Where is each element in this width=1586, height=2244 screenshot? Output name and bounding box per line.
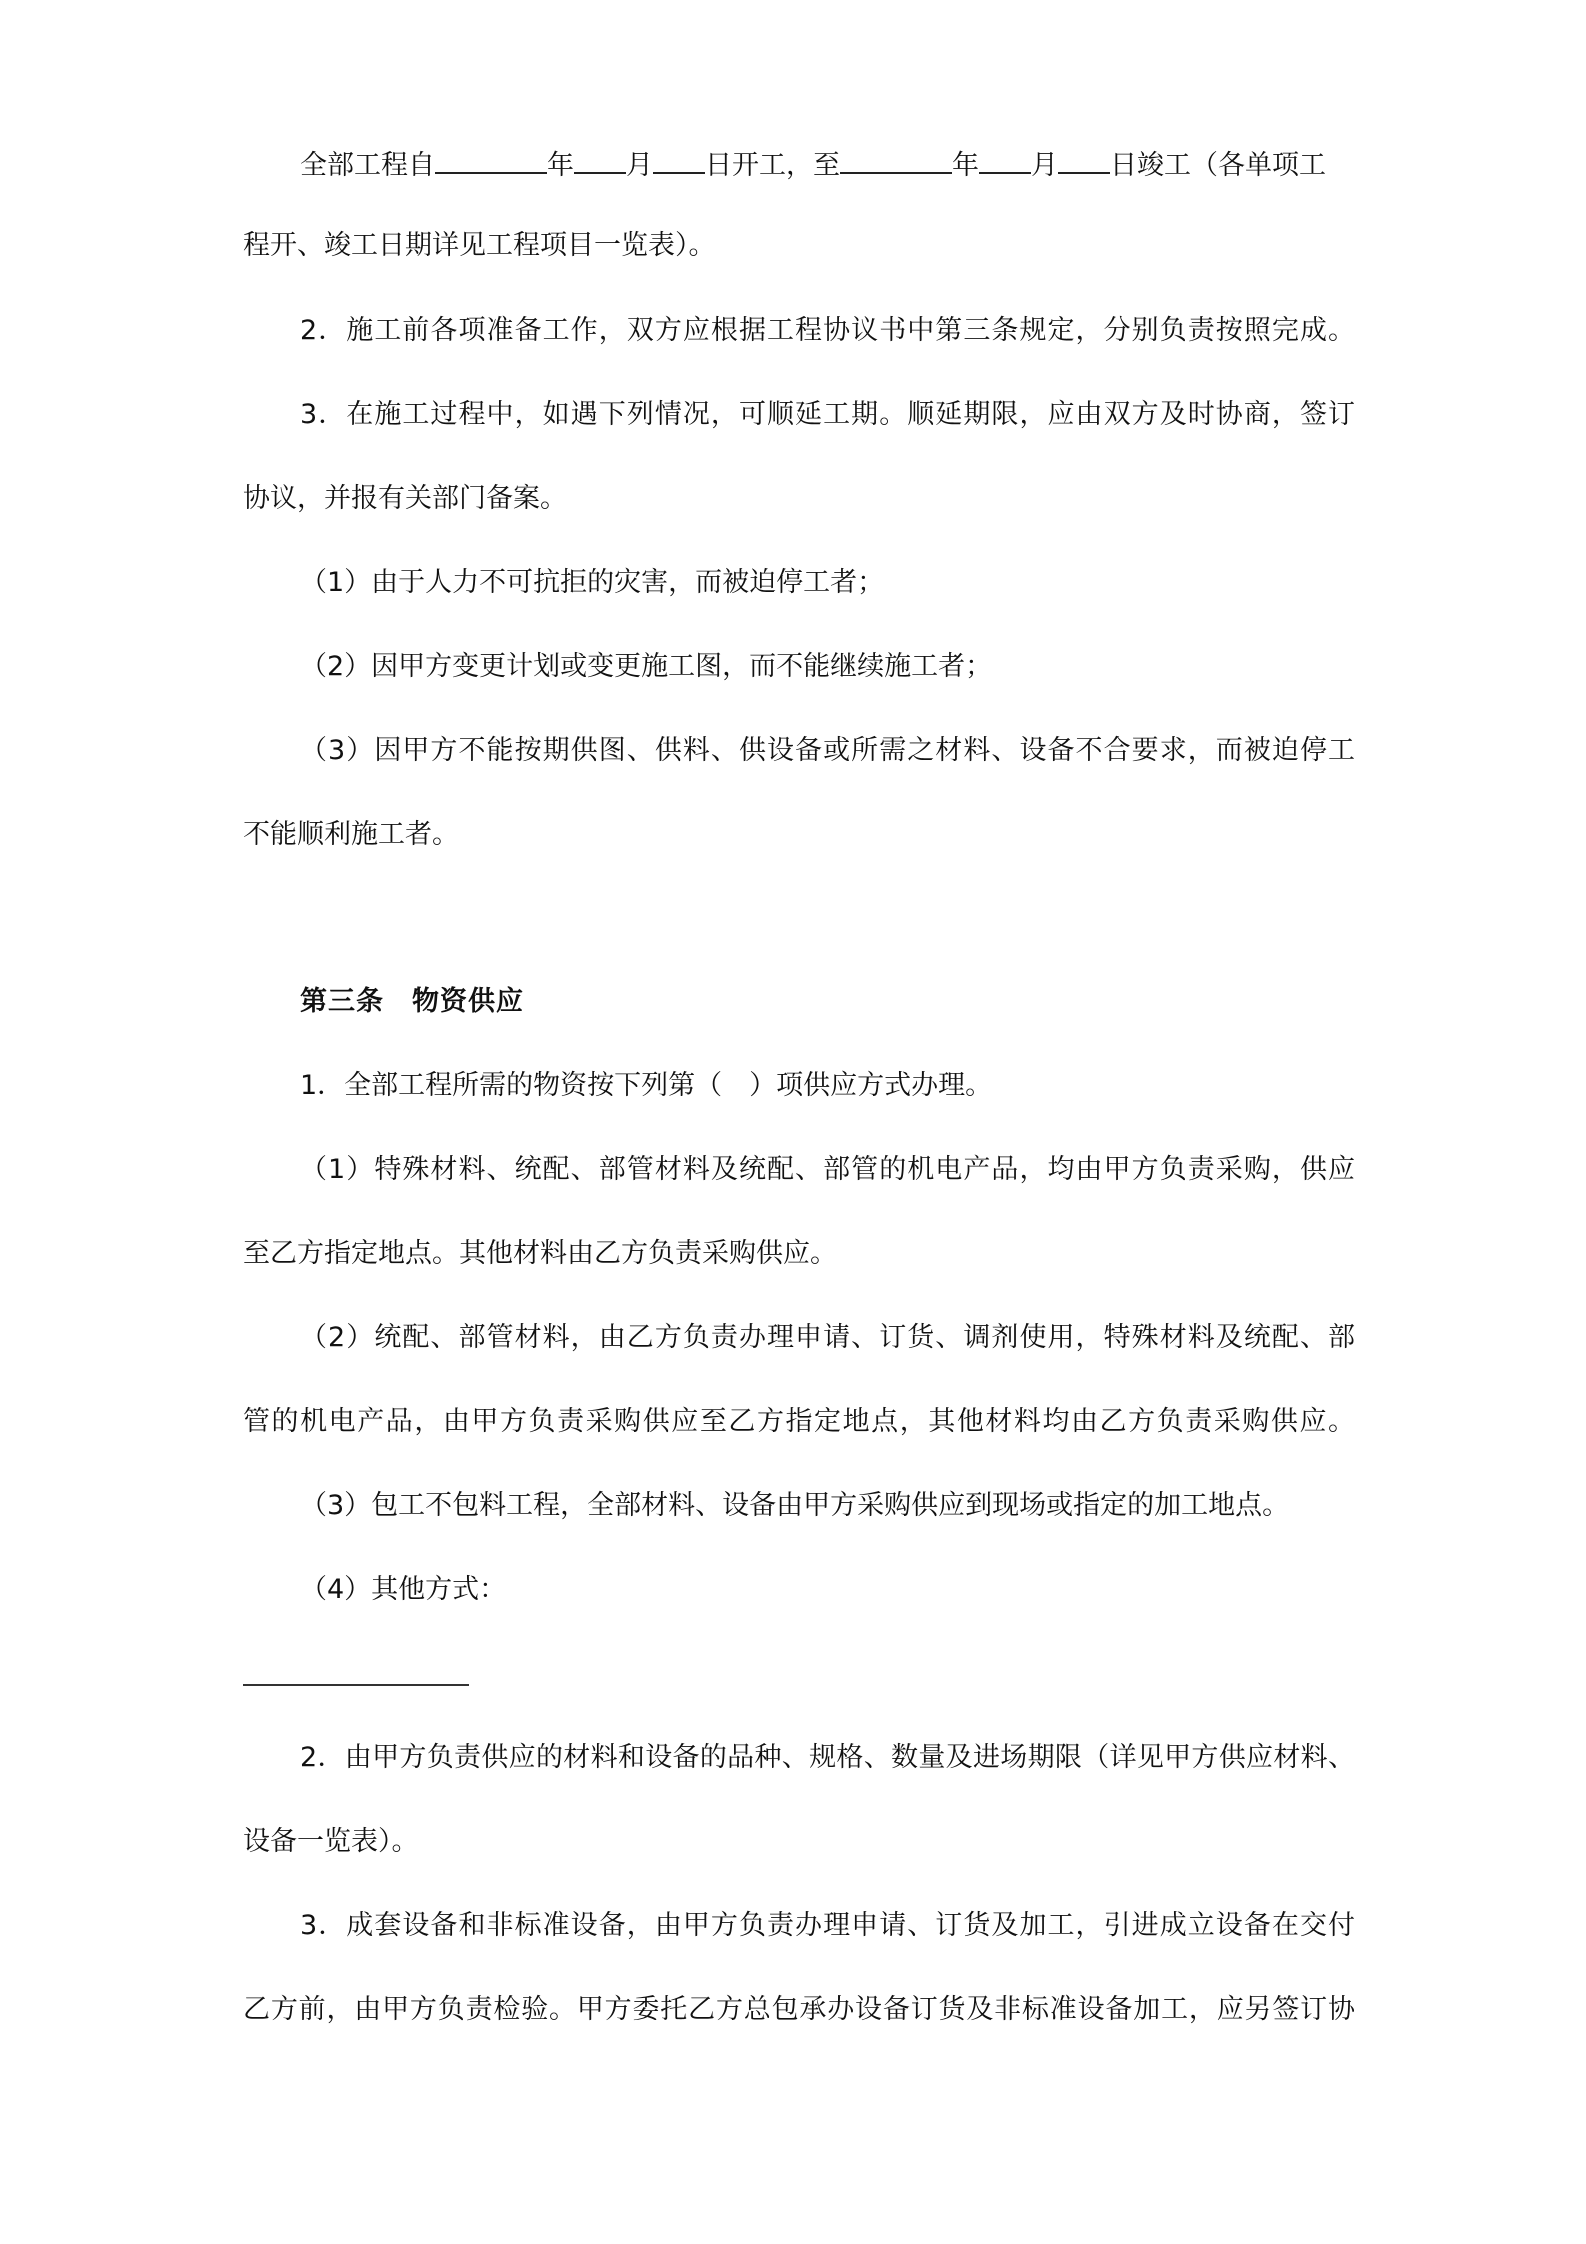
option-item: （2）统配、部管材料，由乙方负责办理申请、订货、调剂使用，特殊材料及统配、部 — [300, 1322, 1355, 1353]
blank-end-month — [979, 142, 1031, 174]
blank-start-year — [435, 142, 547, 174]
paragraph-line: 设备一览表）。 — [243, 1826, 419, 1857]
paragraph-line: 协议，并报有关部门备案。 — [243, 483, 567, 514]
condition-item: （3）因甲方不能按期供图、供料、供设备或所需之材料、设备不合要求，而被迫停工 — [300, 735, 1355, 766]
blank-end-day — [1058, 142, 1110, 174]
text-segment: 年 — [952, 150, 979, 181]
paragraph-line: 3．成套设备和非标准设备，由甲方负责办理申请、订货及加工，引进成立设备在交付 — [300, 1910, 1355, 1941]
blank-start-month — [574, 142, 626, 174]
paragraph-line: 管的机电产品，由甲方负责采购供应至乙方指定地点，其他材料均由乙方负责采购供应。 — [243, 1406, 1355, 1437]
text-segment: 日竣工（各单项工 — [1110, 150, 1326, 181]
blank-end-year — [840, 142, 952, 174]
text-segment: 月 — [1031, 150, 1058, 181]
paragraph-line: 3．在施工过程中，如遇下列情况，可顺延工期。顺延期限，应由双方及时协商，签订 — [300, 399, 1355, 430]
paragraph-line: 2．施工前各项准备工作，双方应根据工程协议书中第三条规定，分别负责按照完成。 — [300, 315, 1355, 346]
option-item: （1）特殊材料、统配、部管材料及统配、部管的机电产品，均由甲方负责采购，供应 — [300, 1154, 1355, 1185]
text-segment: 全部工程自 — [300, 150, 435, 181]
paragraph-line: 1．全部工程所需的物资按下列第（ ）项供应方式办理。 — [300, 1070, 993, 1101]
text-segment: 月 — [626, 150, 653, 181]
text-segment: 年 — [547, 150, 574, 181]
paragraph-line: 不能顺利施工者。 — [243, 819, 459, 850]
blank-start-day — [653, 142, 705, 174]
condition-item: （1）由于人力不可抗拒的灾害，而被迫停工者； — [300, 567, 885, 598]
option-item: （4）其他方式： — [300, 1574, 507, 1605]
text-segment: 日开工，至 — [705, 150, 840, 181]
fill-in-rule — [243, 1684, 469, 1686]
schedule-line — [300, 142, 1355, 182]
condition-item: （2）因甲方变更计划或变更施工图，而不能继续施工者； — [300, 651, 993, 682]
paragraph-line: 至乙方指定地点。其他材料由乙方负责采购供应。 — [243, 1238, 837, 1269]
paragraph-line: 2．由甲方负责供应的材料和设备的品种、规格、数量及进场期限（详见甲方供应材料、 — [300, 1742, 1355, 1773]
article-heading: 第三条 物资供应 — [300, 986, 524, 1017]
option-item: （3）包工不包料工程，全部材料、设备由甲方采购供应到现场或指定的加工地点。 — [300, 1490, 1290, 1521]
paragraph-line: 程开、竣工日期详见工程项目一览表）。 — [243, 230, 716, 261]
paragraph-line: 乙方前，由甲方负责检验。甲方委托乙方总包承办设备订货及非标准设备加工，应另签订协 — [243, 1994, 1355, 2025]
